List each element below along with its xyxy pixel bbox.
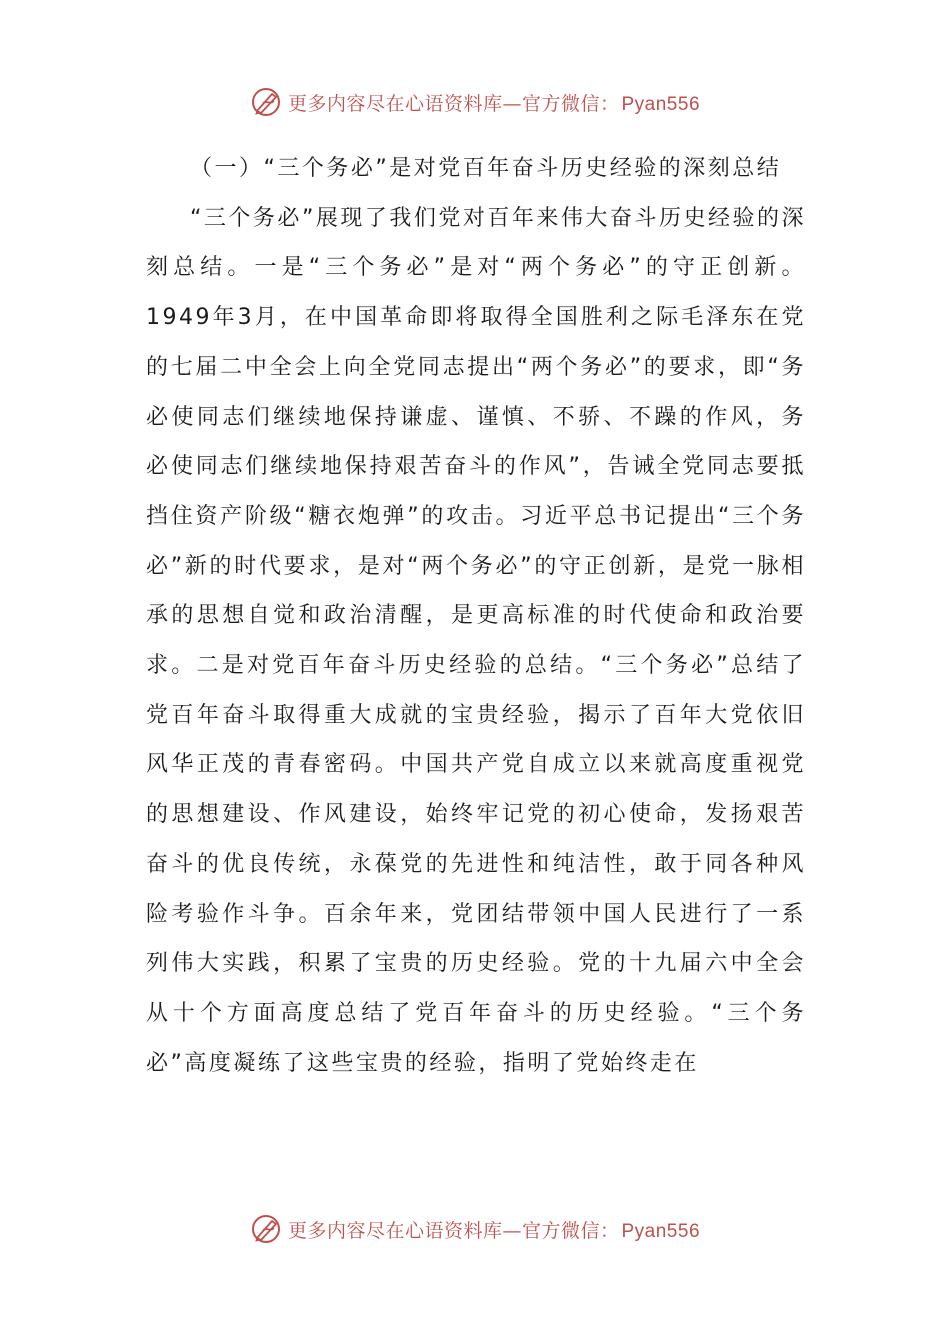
section-heading: （一）“三个务必”是对党百年奋斗历史经验的深刻总结 [190,156,782,181]
pen-logo-icon [250,1213,282,1245]
watermark-footer [0,1209,950,1249]
watermark-label: 更多内容尽在心语资料库—官方微信： [287,92,620,115]
document-body [146,144,806,1088]
watermark-label: 更多内容尽在心语资料库—官方微信： [287,1219,620,1242]
pen-logo-icon [250,86,282,118]
watermark-wechat-id: Pyan556 [621,1220,701,1242]
watermark-text [288,89,700,116]
watermark-wechat-id: Pyan556 [621,93,701,115]
watermark-header [0,82,950,122]
body-paragraph: “三个务必”展现了我们党对百年来伟大奋斗历史经验的深刻总结。一是“三个务必”是对“两个务必”的守正创新。1949年3月，在中国革命即将取得全国胜利之际毛泽东在党的七届二中全会上向全党同志提出“两个务必”的要求，即“务必使同志们继续地保持谦虚、谨慎、不骄、不躁的作风，务必使同志们继续地保持艰苦奋斗的作风”，告诫全党同志要抵挡住资产阶级“糖衣炮弹”的攻击。习近平总书记提出“三个务必”新的时代要求，是对“两个务必”的守正创新，是党一脉相承的思想自觉和政治清醒，是更高标准的时代使命和政治要求。二是对党百年奋斗历史经验的总结。“三个务必”总结了党百年奋斗取得重大成就的宝贵经验，揭示了百年大党依旧风华正茂的青春密码。中国共产党自成立以来就高度重视党的思想建设、作风建设，始终牢记党的初心使命，发扬艰苦奋斗的优良传统，永葆党的先进性和纯洁性，敢于同各种风险考验作斗争。百余年来，党团结带领中国人民进行了一系列伟大实践，积累了宝贵的历史经验。党的十九届六中全会从十个方面高度总结了党百年奋斗的历史经验。“三个务必”高度凝练了这些宝贵的经验，指明了党始终走在 [146,205,806,1076]
watermark-text [288,1216,700,1243]
